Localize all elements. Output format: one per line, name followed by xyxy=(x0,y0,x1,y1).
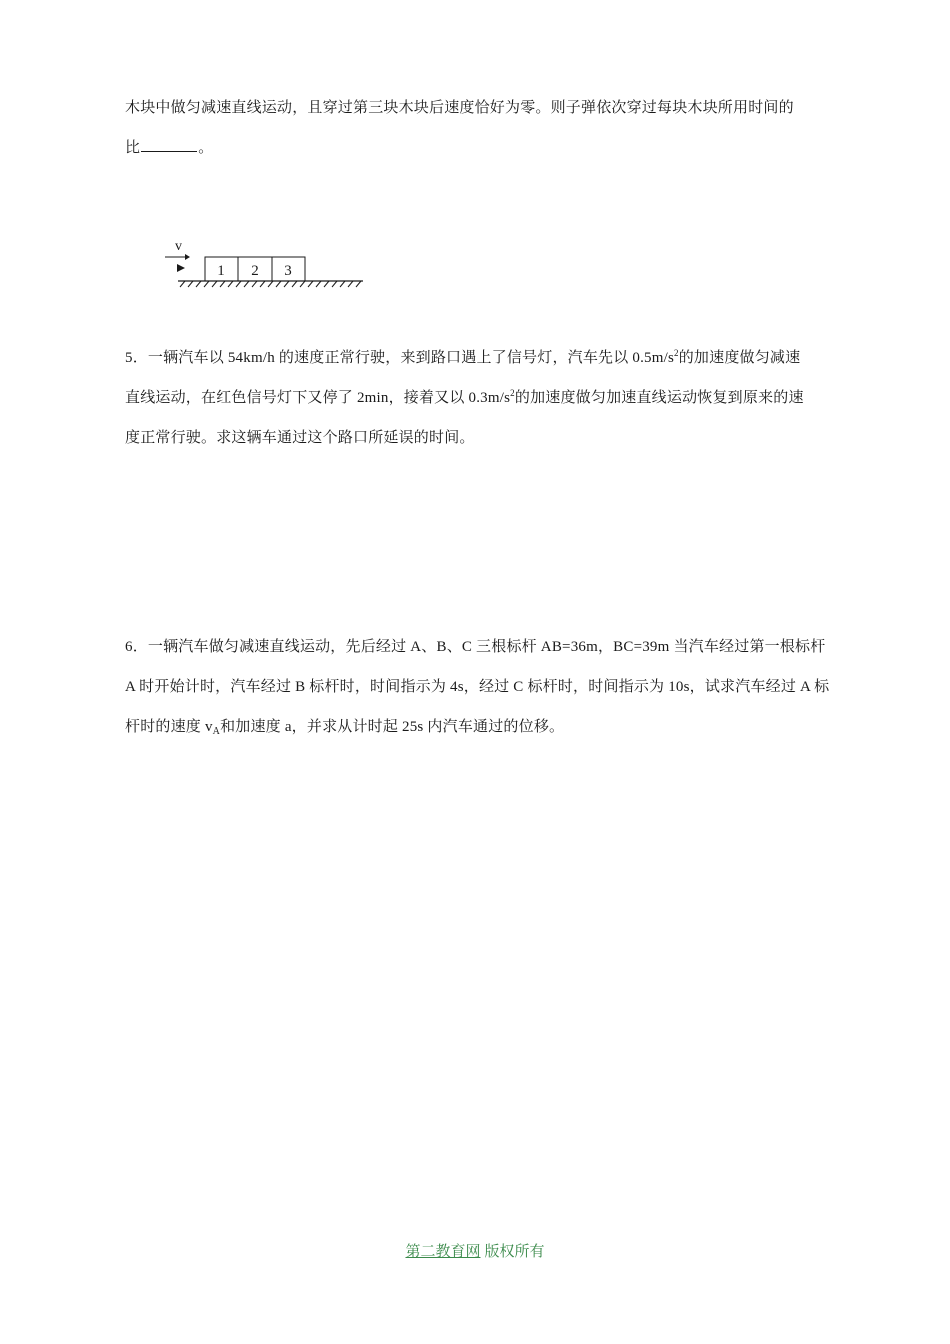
superscript-2: 2 xyxy=(510,388,515,398)
hatch-mark xyxy=(244,281,249,287)
question-5-line-1b: 的加速度做匀减速 xyxy=(678,350,801,366)
block-1-label: 1 xyxy=(217,263,225,279)
hatch-mark xyxy=(188,281,193,287)
question-4-text xyxy=(125,88,860,168)
question-5-line-3: 度正常行驶。求这辆车通过这个路口所延误的时间。 xyxy=(125,430,475,446)
block-3-label: 3 xyxy=(284,263,292,279)
answer-blank[interactable] xyxy=(141,137,197,152)
hatch-mark xyxy=(348,281,353,287)
question-4-line-2 xyxy=(125,128,860,168)
hatch-mark xyxy=(228,281,233,287)
copyright-text: 版权所有 xyxy=(484,1244,545,1260)
question-6-line-3a: 杆时的速度 v xyxy=(125,719,213,735)
hatch-mark xyxy=(252,281,257,287)
question-6-line-1 xyxy=(125,627,860,667)
hatch-mark xyxy=(292,281,297,287)
question-6-number: 6． xyxy=(125,639,148,655)
question-5-text xyxy=(125,338,860,458)
question-6-line-3b: 和加速度 a，并求从计时起 25s 内汽车通过的位移。 xyxy=(220,719,565,735)
question-5-line-2a: 直线运动，在红色信号灯下又停了 2min，接着又以 0.3m/s xyxy=(125,390,511,406)
hatch-mark xyxy=(308,281,313,287)
question-5-line-2b: 的加速度做匀加速直线运动恢复到原来的速 xyxy=(514,390,804,406)
hatch-mark xyxy=(316,281,321,287)
question-5-line-2 xyxy=(125,378,860,418)
hatch-mark xyxy=(196,281,201,287)
question-4-line-2-prefix: 比 xyxy=(125,140,141,156)
hatch-mark xyxy=(276,281,281,287)
bullet-icon xyxy=(177,264,185,272)
block-2-label: 2 xyxy=(251,263,259,279)
hatch-mark xyxy=(356,281,361,287)
hatch-mark xyxy=(268,281,273,287)
hatch-mark xyxy=(260,281,265,287)
site-link[interactable]: 第二教育网 xyxy=(405,1244,481,1260)
ground-hatching xyxy=(180,281,361,287)
question-4-line-2-suffix: 。 xyxy=(198,140,214,156)
velocity-arrow-head xyxy=(185,254,190,260)
hatch-mark xyxy=(180,281,185,287)
hatch-mark xyxy=(340,281,345,287)
hatch-mark xyxy=(300,281,305,287)
subscript-a: A xyxy=(212,726,221,737)
question-6-line-1-text: 一辆汽车做匀减速直线运动，先后经过 A、B、C 三根标杆 AB=36m，BC=39m 当汽车经过第一根标杆 xyxy=(147,639,826,655)
page-footer xyxy=(0,1240,950,1264)
superscript-2: 2 xyxy=(674,348,679,358)
question-5-line-1a: 一辆汽车以 54km/h 的速度正常行驶，来到路口遇上了信号灯，汽车先以 0.5m/s xyxy=(147,350,675,366)
question-5-number: 5． xyxy=(125,350,148,366)
hatch-mark xyxy=(236,281,241,287)
question-5-line-1 xyxy=(125,338,860,378)
question-6-text xyxy=(125,627,860,747)
question-6-line-2: A 时开始计时，汽车经过 B 标杆时，时间指示为 4s，经过 C 标杆时，时间指示为 10s，试求汽车经过 A 标 xyxy=(125,679,830,695)
question-4-line-1: 木块中做匀减速直线运动，且穿过第三块木块后速度恰好为零。则子弹依次穿过每块木块所用时间的 xyxy=(125,100,794,116)
hatch-mark xyxy=(284,281,289,287)
hatch-mark xyxy=(212,281,217,287)
hatch-mark xyxy=(332,281,337,287)
hatch-mark xyxy=(204,281,209,287)
hatch-mark xyxy=(220,281,225,287)
hatch-mark xyxy=(324,281,329,287)
question-6-line-3 xyxy=(125,707,860,747)
velocity-label: v xyxy=(175,239,182,254)
blocks-figure xyxy=(160,235,380,295)
